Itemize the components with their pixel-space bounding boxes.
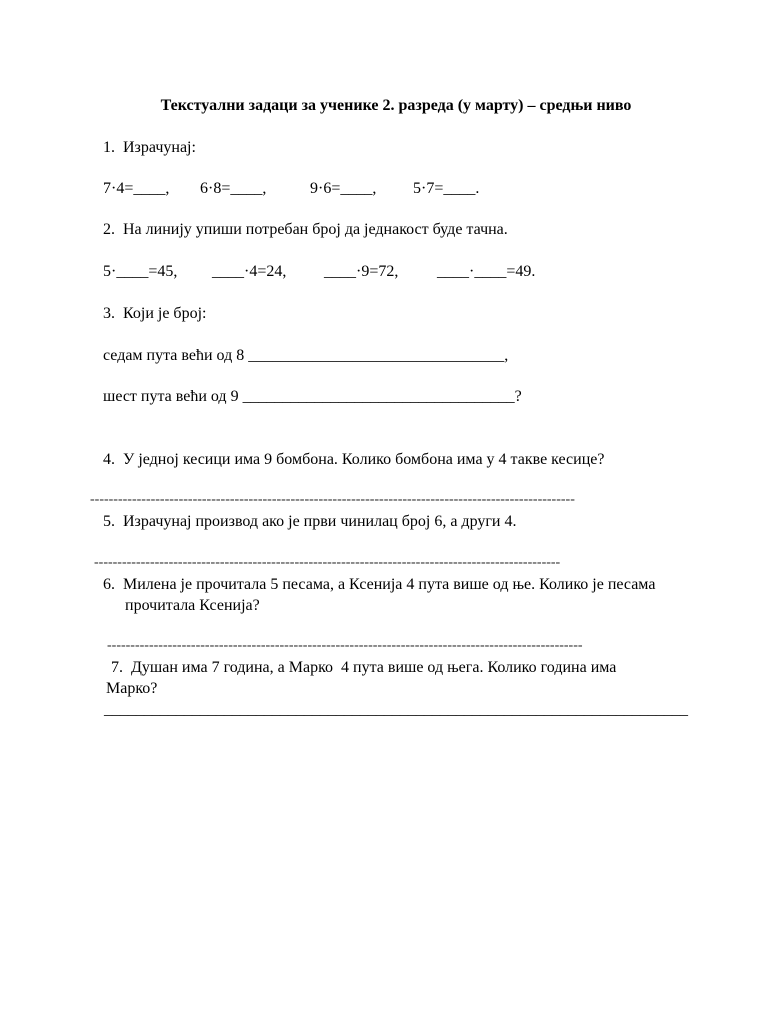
task1-item-3: 9·6=____, [310, 180, 377, 197]
task4-text: 4. У једној кесици има 9 бомбона. Колико бомбона има у 4 такве кесице? [103, 451, 605, 468]
task2-item-2: ____·4=24, [212, 263, 287, 280]
task6-text-line-2: прочитала Ксенија? [125, 597, 260, 614]
task7-text-line-2: Марко? [106, 680, 158, 697]
task2-item-3: ____·9=72, [324, 263, 399, 280]
task1-item-2: 6·8=____, [200, 180, 267, 197]
task2-item-1: 5·____=45, [103, 263, 178, 280]
worksheet-title: Текстуални задаци за ученике 2. разреда (у марту) – средњи ниво [160, 97, 632, 114]
task5-text: 5. Израчунај производ ако је први чинилац број 6, а други 4. [103, 513, 517, 530]
task1-item-4: 5·7=____. [413, 180, 480, 197]
task2-heading: 2. На линију упиши потребан број да једнакост буде тачна. [103, 221, 508, 238]
task3-line-1: седам пута већи од 8 ________________________________, [103, 347, 509, 364]
task7-text-line-1: 7. Душан има 7 година, а Марко 4 пута више од њега. Колико година има [111, 659, 617, 676]
task7-answer-line: _________________________________________________________________________ [104, 701, 688, 718]
task6-answer-line: ------------------------------------------------------------------------------------------------------ [107, 638, 583, 653]
task3-line-2: шест пута већи од 9 __________________________________? [103, 388, 522, 405]
task6-text-line-1: 6. Милена је прочитала 5 песама, а Ксенија 4 пута више од ње. Колико је песама [103, 576, 656, 593]
task3-heading: 3. Који је број: [103, 305, 207, 322]
task5-answer-line: ---------------------------------------------------------------------------------------------------- [94, 555, 561, 570]
task2-item-4: ____·____=49. [437, 263, 536, 280]
task1-item-1: 7·4=____, [103, 180, 170, 197]
task4-answer-line: -------------------------------------------------------------------------------------------------------- [90, 492, 575, 507]
task1-heading: 1. Израчунај: [103, 139, 196, 156]
